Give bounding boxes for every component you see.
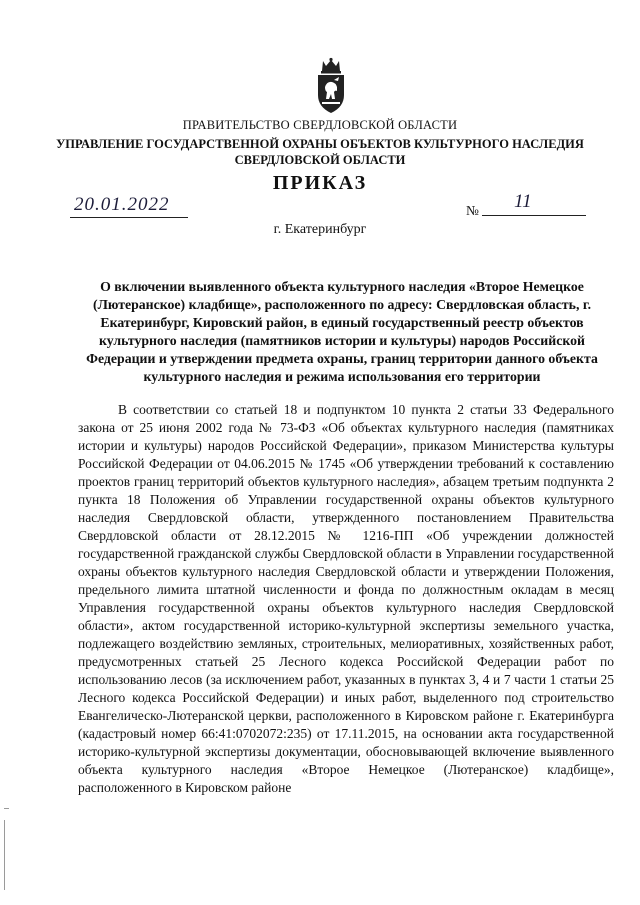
document-type-title: ПРИКАЗ [272,172,368,194]
margin-tick [4,808,9,809]
department-name: УПРАВЛЕНИЕ ГОСУДАРСТВЕННОЙ ОХРАНЫ ОБЪЕКТОВ КУЛЬТУРНОГО НАСЛЕДИЯ СВЕРДЛОВСКОЙ ОБЛАСТИ [56,137,584,167]
document-date: 20.01.2022 [74,194,170,215]
government-name: ПРАВИТЕЛЬСТВО СВЕРДЛОВСКОЙ ОБЛАСТИ [182,118,458,132]
coat-of-arms-icon [313,57,349,115]
document-subject: О включении выявленного объекта культурного наследия «Второе Немецкое (Лютеранское) кладбище», расположенного по адресу: Свердловская область, г. Екатеринбург, Кировский район, в единый государственный реестр объектов культурного наследия (памятников истории и культуры) народов Российской Федерации и утверждении предмета охраны, границ территории данного объекта культурного наследия и режима использования его территории [86,279,598,384]
body-paragraph: В соответствии со статьей 18 и подпунктом 10 пункта 2 статьи 33 Федерального закона от 25 июня 2002 года № 73-ФЗ «Об объектах культурного наследия (памятниках истории и культуры) народов Российской Федерации», приказом Министерства культуры Российской Федерации от 04.06.2015 № 1745 «Об утверждении требований к составлению проектов границ территорий объектов культурного наследия», абзацем третьим подпункта 2 пункта 18 Положения об Управлении государственной охраны объектов культурного наследия Свердловской области, утвержденного постановлением Правительства Свердловской области от 28.12.2015 № 1216-ПП «Об учреждении должностей государственной гражданской службы Свердловской области в Управлении государственной охраны объектов культурного наследия Свердловской области и утверждении Положения, предельного лимита штатной численности и фонда по должностным окладам в месяц Управления государственной охраны объектов культурного наследия Свердловской области», актом государственной историко-культурной экспертизы земельного участка, подлежащего воздействию земляных, строительных, мелиоративных, хозяйственных работ, предусмотренных статьей 25 Лесного кодекса Российской Федерации работ по использованию лесов (за исключением работ, указанных в пунктах 3, 4 и 7 части 1 статьи 25 Лесного кодекса Российской Федерации) и иных работ, выделенного под строительство Евангелическо-Лютеранской церкви, расположенного в Кировском районе г. Екатеринбурга (кадастровый номер 66:41:0702072:235) от 17.11.2015, на основании акта государственной историко-культурной экспертизы документации, обосновывающей включение выявленного объекта культурного наследия «Второе Немецкое (Лютеранское) кладбище», расположенного в Кировском районе [78,402,614,795]
document-number: 11 [514,191,532,212]
number-label: № [466,203,479,218]
margin-line [4,820,5,890]
document-city: г. Екатеринбург [273,222,367,237]
number-underline [482,200,586,216]
